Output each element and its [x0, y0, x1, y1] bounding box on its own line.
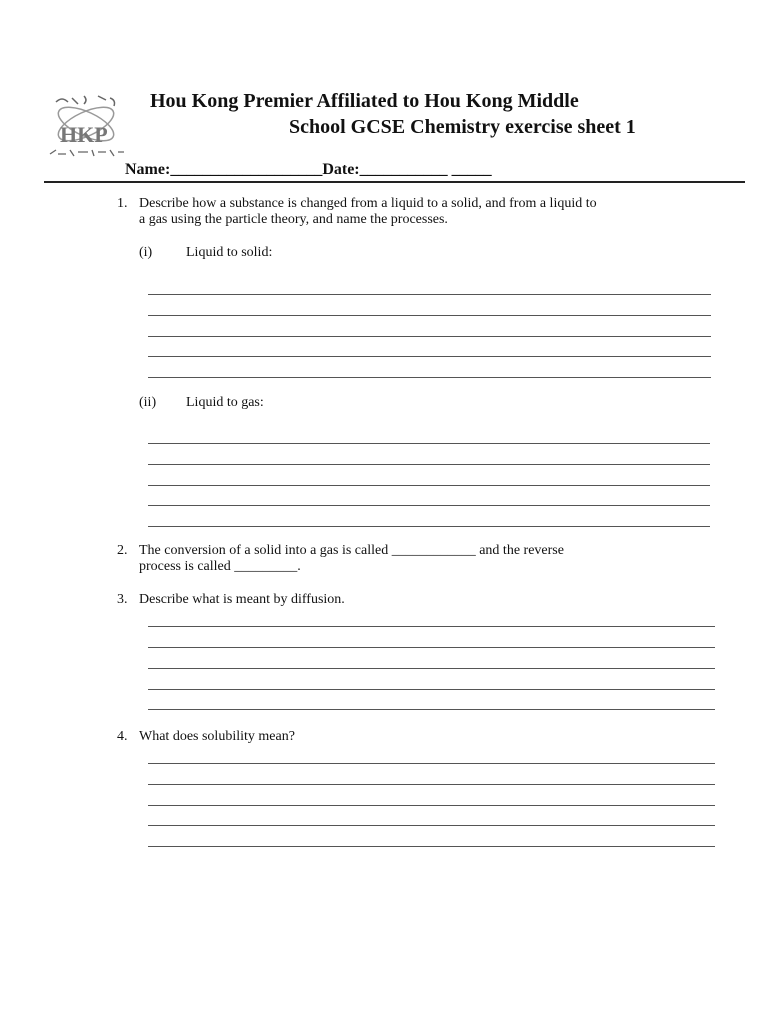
answer-line[interactable] — [148, 356, 711, 357]
logo-text: HKP — [60, 122, 108, 147]
answer-line[interactable] — [148, 505, 710, 506]
question-4-number: 4. — [117, 729, 128, 744]
answer-line[interactable] — [148, 485, 710, 486]
answer-line[interactable] — [148, 784, 715, 785]
name-date-field: Name:___________________Date:___________ _____ — [125, 161, 492, 178]
answer-line[interactable] — [148, 315, 711, 316]
question-2-text-line-2: process is called _________. — [139, 559, 301, 574]
question-2-text-line-1: The conversion of a solid into a gas is called ____________ and the reverse — [139, 543, 564, 558]
school-logo — [46, 88, 128, 160]
question-1-number: 1. — [117, 196, 128, 211]
answer-line[interactable] — [148, 668, 715, 669]
answer-line[interactable] — [148, 526, 710, 527]
answer-line[interactable] — [148, 825, 715, 826]
answer-line[interactable] — [148, 846, 715, 847]
answer-line[interactable] — [148, 464, 710, 465]
answer-line[interactable] — [148, 377, 711, 378]
answer-line[interactable] — [148, 805, 715, 806]
answer-line[interactable] — [148, 294, 711, 295]
question-1-part-ii-label: (ii) — [139, 395, 157, 410]
answer-line[interactable] — [148, 336, 711, 337]
answer-line[interactable] — [148, 709, 715, 710]
question-3-text: Describe what is meant by diffusion. — [139, 592, 345, 607]
answer-line[interactable] — [148, 763, 715, 764]
question-1-part-i-label: (i) — [139, 245, 153, 260]
question-4-text: What does solubility mean? — [139, 729, 295, 744]
question-1-text-line-2: a gas using the particle theory, and name the processes. — [139, 212, 448, 227]
header-divider — [44, 181, 745, 183]
question-1-part-i-text: Liquid to solid: — [186, 245, 273, 260]
answer-line[interactable] — [148, 689, 715, 690]
title-line-1: Hou Kong Premier Affiliated to Hou Kong Middle — [150, 90, 579, 112]
question-1-text-line-1: Describe how a substance is changed from a liquid to a solid, and from a liquid to — [139, 196, 597, 211]
question-2-number: 2. — [117, 543, 128, 558]
title-line-2: School GCSE Chemistry exercise sheet 1 — [289, 116, 636, 138]
question-1-part-ii-text: Liquid to gas: — [186, 395, 264, 410]
answer-line[interactable] — [148, 443, 710, 444]
answer-line[interactable] — [148, 626, 715, 627]
question-3-number: 3. — [117, 592, 128, 607]
answer-line[interactable] — [148, 647, 715, 648]
